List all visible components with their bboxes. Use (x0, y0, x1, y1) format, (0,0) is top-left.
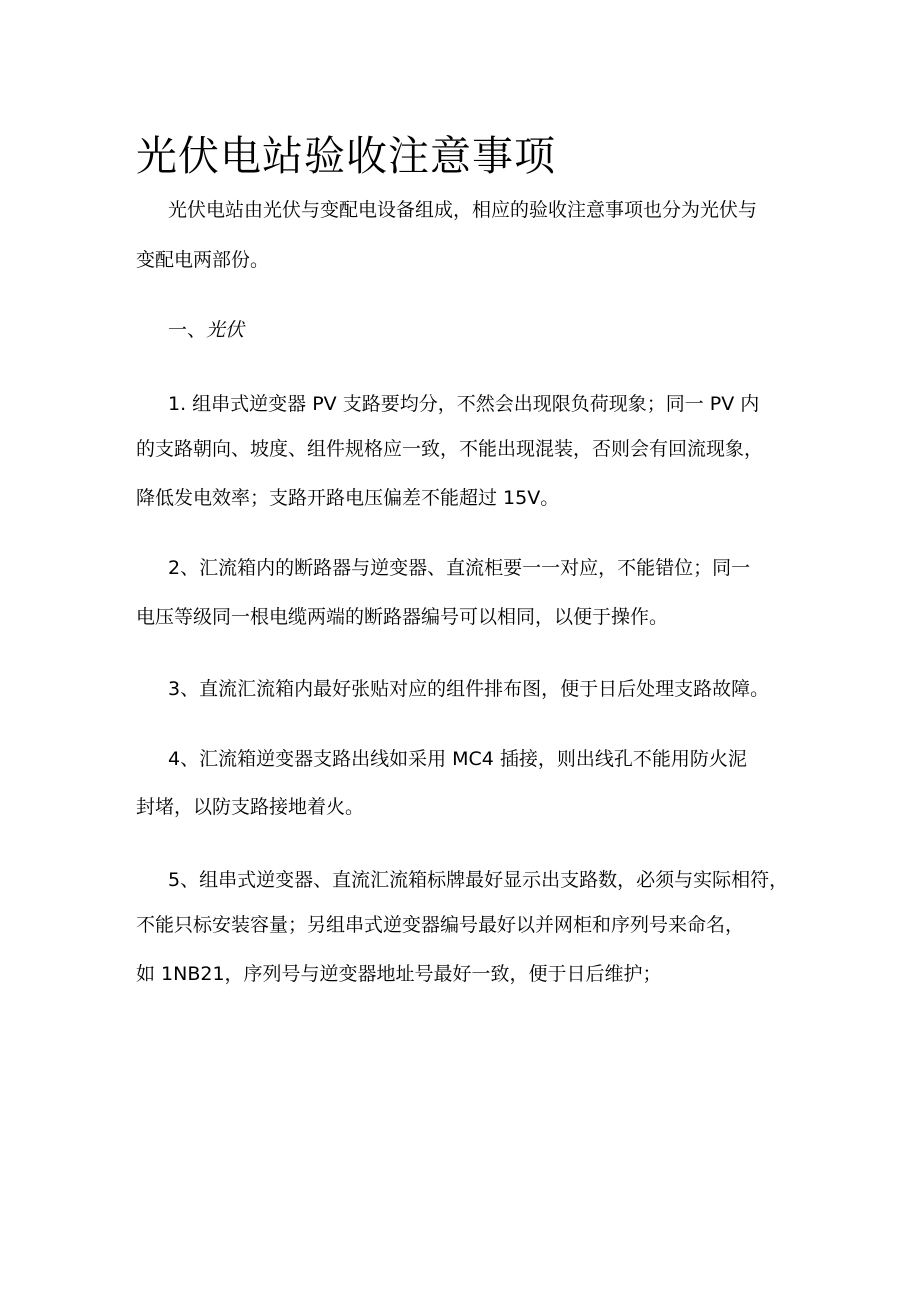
item-1-line-2: 的支路朝向、坡度、组件规格应一致，不能出现混装，否则会有回流现象， (136, 438, 764, 460)
item-5-line-2: 不能只标安装容量；另组串式逆变器编号最好以并网柜和序列号来命名， (136, 914, 745, 936)
intro-line-1: 光伏电站由光伏与变配电设备组成，相应的验收注意事项也分为光伏与 (168, 199, 758, 221)
item-3-line-1: 3、直流汇流箱内最好张贴对应的组件排布图，便于日后处理支路故障。 (168, 678, 770, 700)
intro-line-2: 变配电两部份。 (136, 249, 270, 271)
item-2-line-2: 电压等级同一根电缆两端的断路器编号可以相同，以便于操作。 (136, 606, 669, 628)
section-number: 一、 (168, 319, 207, 341)
item-2-line-1: 2、汇流箱内的断路器与逆变器、直流柜要一一对应，不能错位；同一 (168, 557, 751, 579)
item-1-line-3: 降低发电效率；支路开路电压偏差不能超过 15V。 (136, 487, 560, 509)
document-title: 光伏电站验收注意事项 (136, 132, 556, 180)
item-4-line-1: 4、汇流箱逆变器支路出线如采用 MC4 插接，则出线孔不能用防火泥 (168, 748, 747, 770)
item-1-line-1: 1. 组串式逆变器 PV 支路要均分，不然会出现限负荷现象；同一 PV 内 (168, 393, 760, 415)
item-5-line-3: 如 1NB21，序列号与逆变器地址号最好一致，便于日后维护； (136, 963, 662, 985)
item-5-line-1: 5、组串式逆变器、直流汇流箱标牌最好显示出支路数，必须与实际相符， (168, 869, 789, 891)
item-4-line-2: 封堵，以防支路接地着火。 (136, 796, 365, 818)
section-title: 光伏 (206, 319, 245, 341)
